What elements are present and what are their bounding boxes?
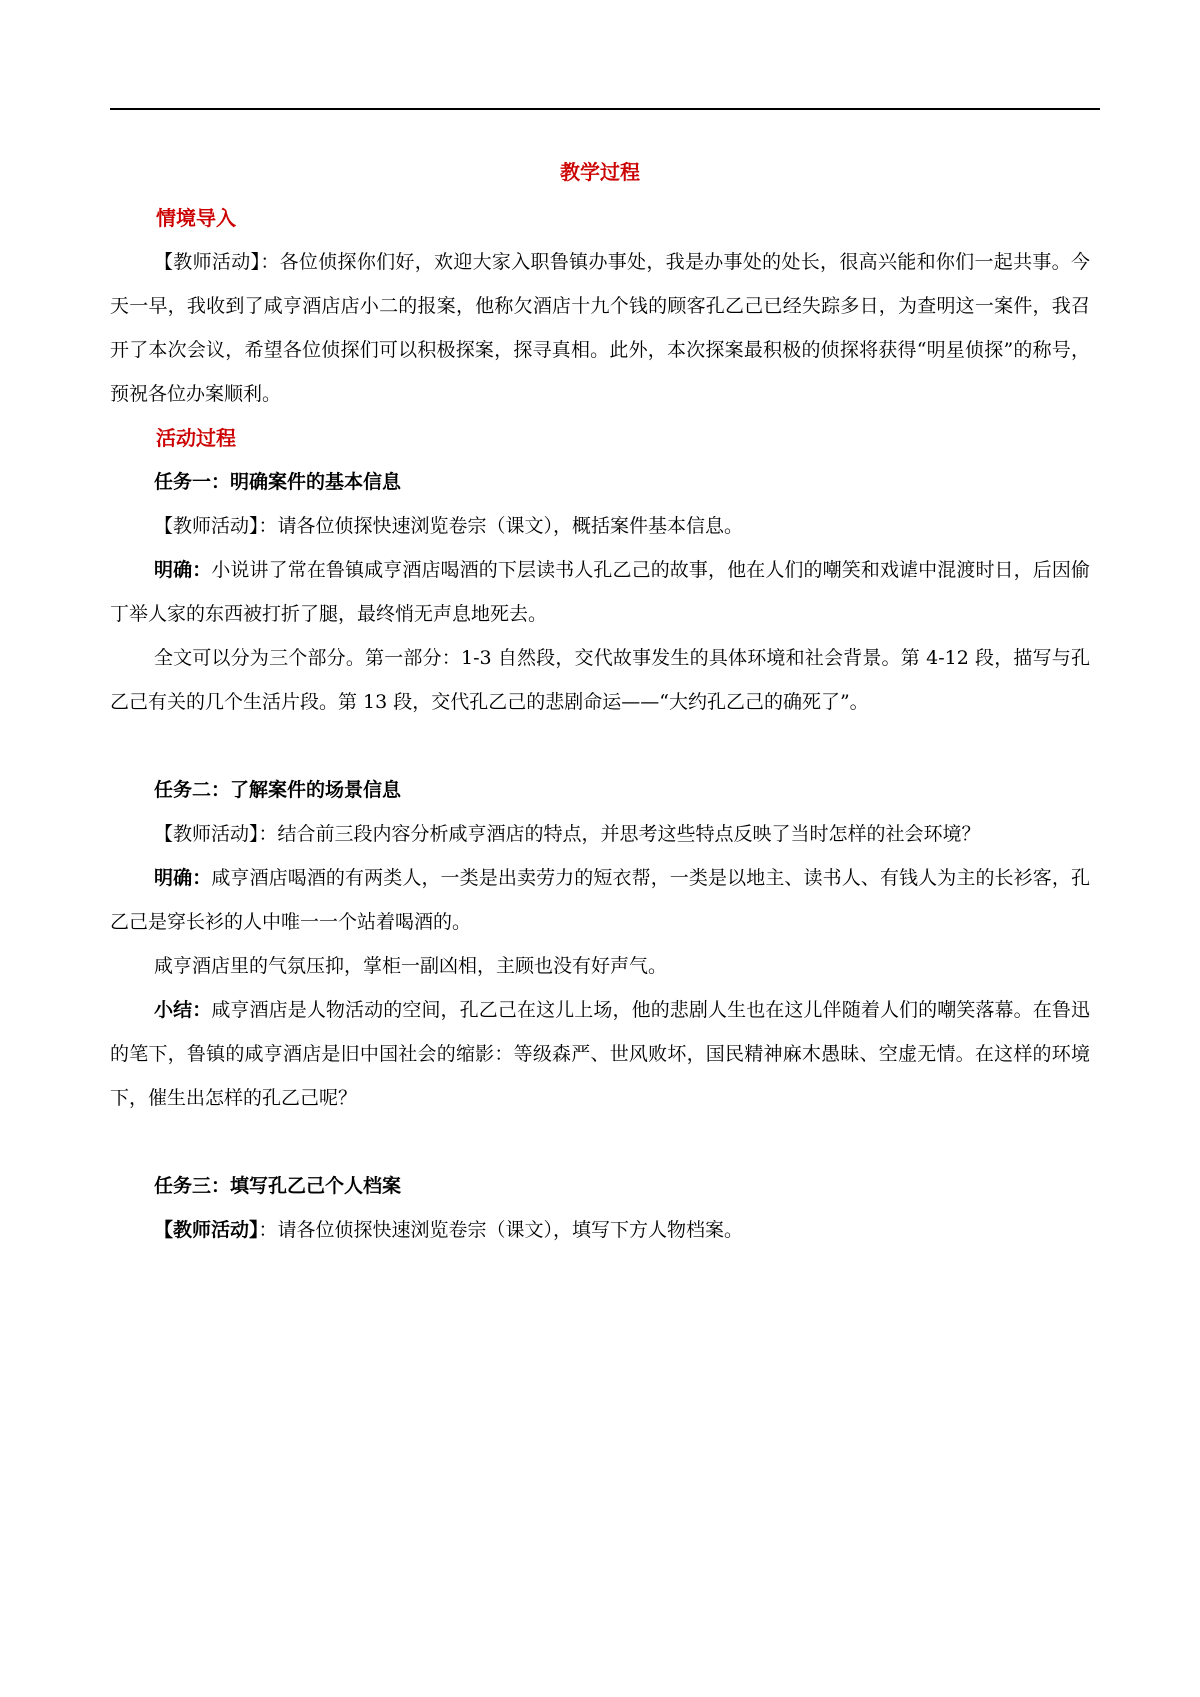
task3-teacher-paragraph [110, 1208, 1090, 1252]
task1-heading: 任务一：明确案件的基本信息 [154, 471, 402, 493]
task3-teacher-text: ：请各位侦探快速浏览卷宗（课文），填写下方人物档案。 [258, 1219, 744, 1241]
document-body [110, 150, 1090, 1252]
header-rule [110, 108, 1100, 110]
task2-teacher-text: ：结合前三段内容分析咸亨酒店的特点，并思考这些特点反映了当时怎样的社会环境？ [258, 823, 981, 845]
section-heading-intro: 情境导入 [156, 206, 236, 230]
answer-label: 明确： [154, 559, 212, 581]
intro-teacher-paragraph [110, 240, 1090, 416]
task2-teacher-paragraph [110, 812, 1090, 856]
task2-answer-text: 咸亨酒店喝酒的有两类人，一类是出卖劳力的短衣帮，一类是以地主、读书人、有钱人为主的长衫客，孔乙己是穿长衫的人中唯一一个站着喝酒的。 [110, 867, 1090, 933]
task2-summary-text: 咸亨酒店是人物活动的空间，孔乙己在这儿上场，他的悲剧人生也在这儿伴随着人们的嘲笑落幕。在鲁迅的笔下，鲁镇的咸亨酒店是旧中国社会的缩影：等级森严、世风败坏，国民精神麻木愚昧、空虚无情。在这样的环境下，催生出怎样的孔乙己呢？ [110, 999, 1090, 1109]
section-heading-activity: 活动过程 [156, 426, 236, 450]
task1-structure-paragraph: 全文可以分为三个部分。第一部分：1-3 自然段，交代故事发生的具体环境和社会背景。第 4-12 段，描写与孔乙己有关的几个生活片段。第 13 段，交代孔乙己的悲剧命运——“大约孔乙己的确死了”。 [110, 647, 1090, 713]
teacher-activity-label: 【教师活动】 [154, 1219, 259, 1241]
task1-answer-text: 小说讲了常在鲁镇咸亨酒店喝酒的下层读书人孔乙己的故事，他在人们的嘲笑和戏谑中混渡时日，后因偷丁举人家的东西被打折了腿，最终悄无声息地死去。 [110, 559, 1090, 625]
answer-label: 明确： [154, 867, 212, 889]
teacher-activity-label: 【教师活动】 [154, 515, 259, 537]
spacer [110, 724, 1090, 768]
spacer [110, 1120, 1090, 1164]
task2-atmosphere-paragraph: 咸亨酒店里的气氛压抑，掌柜一副凶相，主顾也没有好声气。 [154, 955, 668, 977]
task1-answer-paragraph [110, 548, 1090, 636]
task2-heading: 任务二：了解案件的场景信息 [154, 779, 402, 801]
task1-teacher-paragraph [110, 504, 1090, 548]
intro-teacher-text: ：各位侦探你们好，欢迎大家入职鲁镇办事处，我是办事处的处长，很高兴能和你们一起共事。今天一早，我收到了咸亨酒店店小二的报案，他称欠酒店十九个钱的顾客孔乙己已经失踪多日，为查明这一案件，我召开了本次会议，希望各位侦探们可以积极探案，探寻真相。此外，本次探案最积极的侦探将获得“明星侦探”的称号，预祝各位办案顺利。 [110, 251, 1090, 405]
teacher-activity-label: 【教师活动】 [154, 251, 261, 273]
task1-teacher-text: ：请各位侦探快速浏览卷宗（课文），概括案件基本信息。 [258, 515, 744, 537]
task2-answer-paragraph [110, 856, 1090, 944]
summary-label: 小结： [154, 999, 212, 1021]
teacher-activity-label: 【教师活动】 [154, 823, 259, 845]
task3-heading: 任务三：填写孔乙己个人档案 [154, 1175, 402, 1197]
task2-summary-paragraph [110, 988, 1090, 1120]
page-title: 教学过程 [560, 160, 640, 184]
